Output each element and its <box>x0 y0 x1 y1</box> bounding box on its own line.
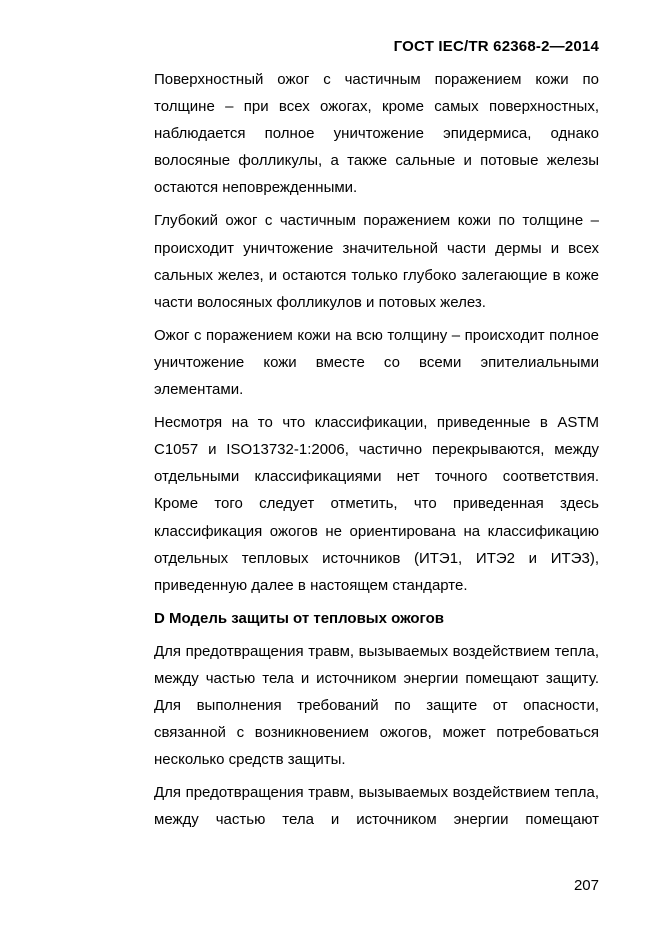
document-header: ГОСТ IEC/TR 62368-2—2014 <box>393 38 599 55</box>
page-body <box>154 66 599 833</box>
paragraph-full-thickness-burn: Ожог с поражением кожи на всю толщину – происходит полное уничтожение кожи вместе со всеми эпителиальными элементами. <box>154 326 599 399</box>
paragraph-deep-partial-burn: Глубокий ожог с частичным поражением кожи по толщине – происходит уничтожение значительной части дермы и всех сальных желез, и остаются только глубоко залегающие в коже части волосяных фолликулов и потовых желез. <box>154 212 599 311</box>
paragraph-protection-model: Для предотвращения травм, вызываемых воздействием тепла, между частью тела и источником энергии помещают защиту. Для выполнения требований по защите от опасности, связанной с возникновением ожогов, может потребоваться несколько средств защиты. <box>154 642 599 769</box>
section-heading: D Модель защиты от тепловых ожогов <box>154 609 444 627</box>
paragraph-classification-note: Несмотря на то что классификации, приведенные в ASTM C1057 и ISO13732-1:2006, частично перекрываются, между отдельными классификациями нет точного соответствия. Кроме того следует отметить, что приведенная здесь классификация ожогов не ориентирована на классификацию отдельных тепловых источников (ИТЭ1, ИТЭ2 и ИТЭ3), приведенную далее в настоящем стандарте. <box>154 414 599 594</box>
paragraph-protection-continued: Для предотвращения травм, вызываемых воздействием тепла, между частью тела и источником энергии помещают <box>154 784 599 829</box>
page-number: 207 <box>573 877 599 894</box>
paragraph-superficial-partial-burn: Поверхностный ожог с частичным поражением кожи по толщине – при всех ожогах, кроме самых поверхностных, наблюдается полное уничтожение эпидермиса, однако волосяные фолликулы, а также сальные и потовые железы остаются неповрежденными. <box>154 71 599 197</box>
